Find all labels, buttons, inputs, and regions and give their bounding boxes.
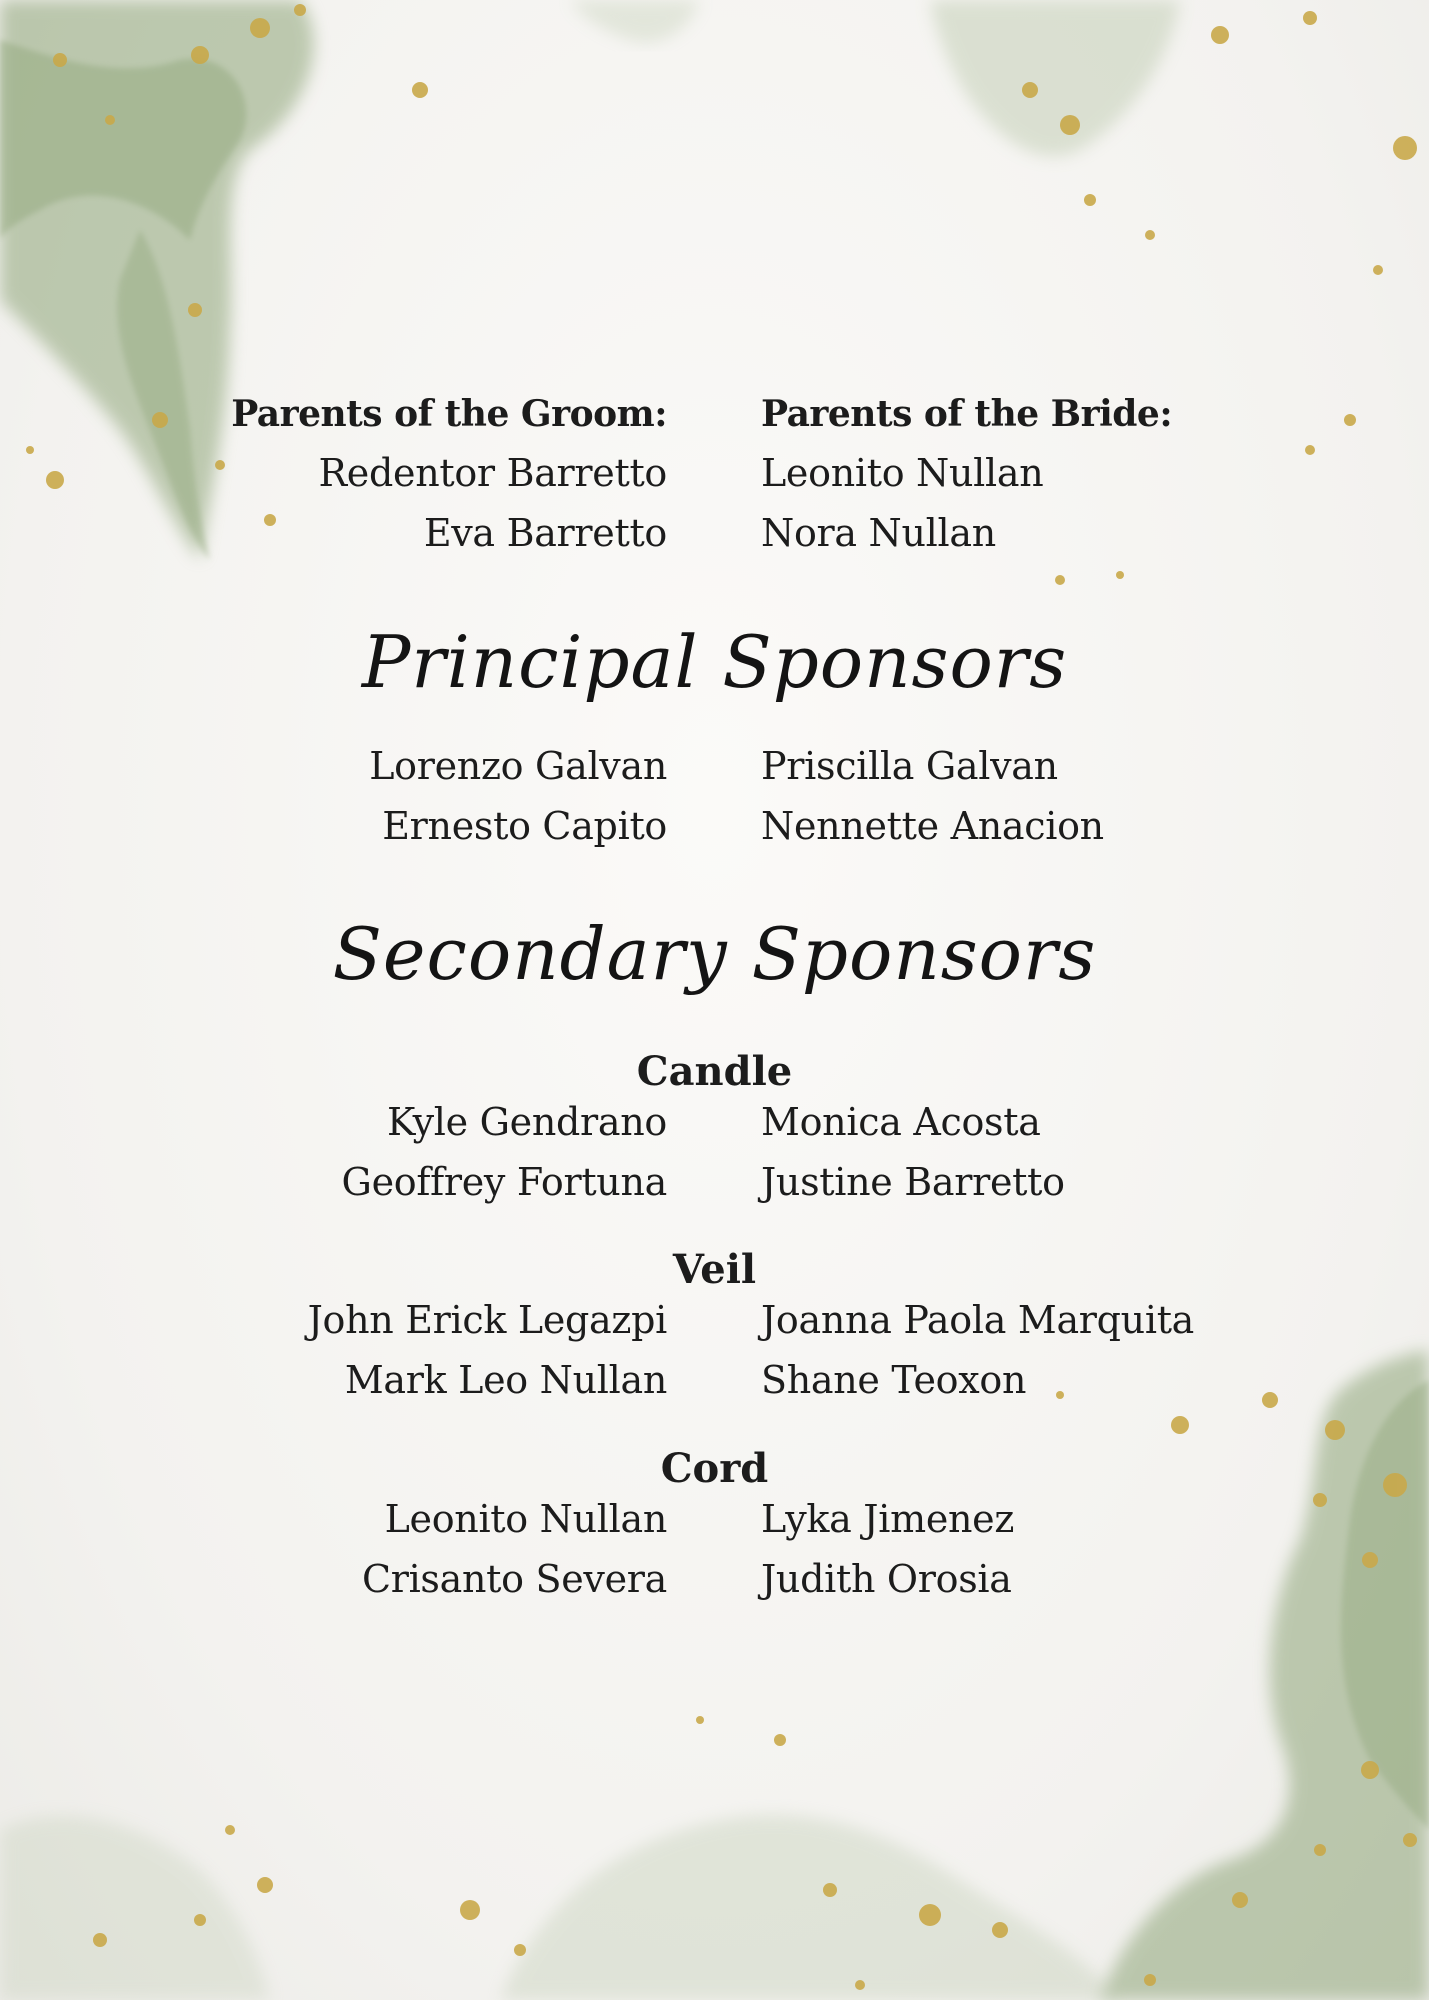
cord-role-title: Cord [660,1445,769,1492]
veil-sponsor-name: Shane Teoxon [761,1358,1027,1402]
candle-sponsor-name: Monica Acosta [761,1100,1041,1144]
cord-sponsor-name: Crisanto Severa [361,1557,667,1601]
bride-parent-name: Nora Nullan [761,511,996,555]
veil-sponsor-name: John Erick Legazpi [307,1298,667,1342]
bride-parent-name: Leonito Nullan [761,451,1044,495]
veil-role-title: Veil [672,1246,757,1293]
candle-sponsor-name: Kyle Gendrano [386,1100,667,1144]
candle-role-title: Candle [636,1048,793,1095]
principal-sponsor-name: Ernesto Capito [382,804,667,848]
groom-parents-title: Parents of the Groom: [231,393,667,435]
cord-sponsor-name: Lyka Jimenez [761,1497,1015,1541]
cord-sponsor-name: Leonito Nullan [384,1497,667,1541]
candle-sponsor-name: Geoffrey Fortuna [341,1160,667,1204]
principal-sponsor-name: Priscilla Galvan [761,744,1058,788]
cord-sponsor-name: Judith Orosia [761,1557,1012,1601]
principal-sponsor-name: Nennette Anacion [761,804,1104,848]
veil-sponsor-name: Mark Leo Nullan [344,1358,667,1402]
principal-sponsor-name: Lorenzo Galvan [369,744,667,788]
groom-parent-name: Eva Barretto [423,511,667,555]
secondary-sponsors-title: Secondary Sponsors [332,912,1097,996]
bride-parents-title: Parents of the Bride: [761,393,1173,435]
candle-sponsor-name: Justine Barretto [761,1160,1065,1204]
veil-sponsor-name: Joanna Paola Marquita [761,1298,1195,1342]
principal-sponsors-title: Principal Sponsors [361,620,1068,704]
groom-parent-name: Redentor Barretto [318,451,667,495]
